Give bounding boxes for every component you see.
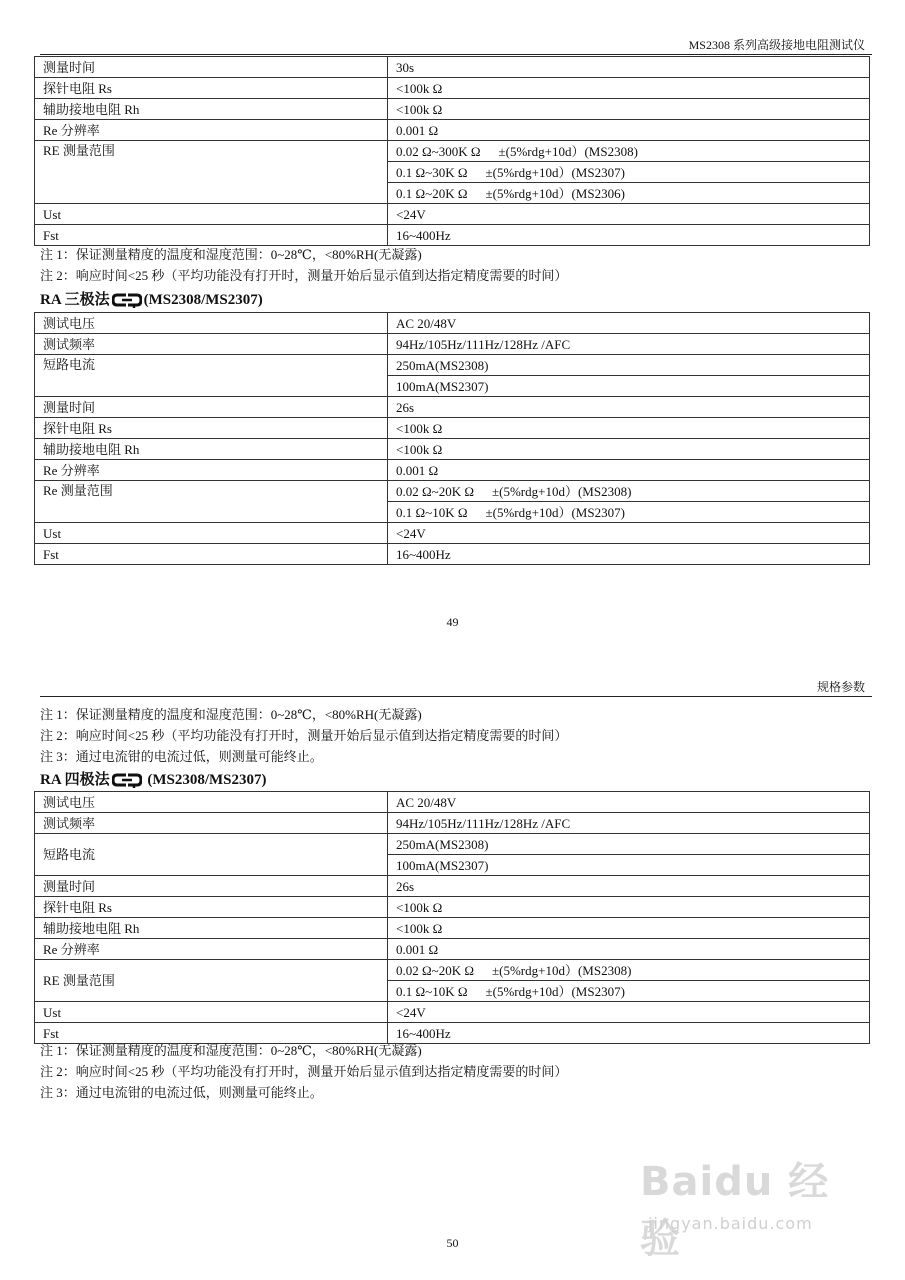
row-value: <100k Ω [388,99,870,120]
row-label: Re 分辨率 [35,120,388,141]
baidu-watermark [640,1150,870,1262]
table-row [35,141,870,162]
spec-table-top [34,56,870,246]
range-value: 0.02 Ω~300K Ω ±(5%rdg+10d）(MS2308) [388,141,870,162]
fst-value: 16~400Hz [388,225,870,246]
row-label: Re 分辨率 [35,939,388,960]
row-value: 0.001 Ω [388,939,870,960]
row-value: 0.001 Ω [388,460,870,481]
freq-label: 测试频率 [35,334,388,355]
note-2: 注 2：响应时间<25 秒（平均功能没有打开时，测量开始后显示值到达指定精度需要的时间） [40,268,568,283]
spec-table-ra4 [34,791,870,1044]
table-row [35,1002,870,1023]
page-header: MS2308 系列高级接地电阻测试仪 [688,38,865,52]
section-title-ra3: RA 三极法 (MS2308/MS2307) [40,290,263,314]
spec-table-ra3 [34,312,870,565]
short-label: 短路电流 [35,355,388,397]
row-label: 辅助接地电阻 Rh [35,99,388,120]
row-value: <100k Ω [388,897,870,918]
watermark-logo: Baidu 经验 [640,1159,830,1262]
short-label: 短路电流 [35,834,388,876]
fst-label: Fst [35,225,388,246]
table-row [35,225,870,246]
note-2: 注 2：响应时间<25 秒（平均功能没有打开时，测量开始后显示值到达指定精度需要的时间） [40,728,568,743]
voltage-value: AC 20/48V [388,792,870,813]
range-value: 0.02 Ω~20K Ω ±(5%rdg+10d）(MS2308) [388,960,870,981]
range-value: 0.02 Ω~20K Ω ±(5%rdg+10d）(MS2308) [388,481,870,502]
short-value: 250mA(MS2308) [388,355,870,376]
header-rule [40,696,872,697]
row-value: <100k Ω [388,918,870,939]
note-1: 注 1：保证测量精度的温度和湿度范围：0~28℃，<80%RH(无凝露) [40,1043,422,1058]
table-row [35,57,870,78]
row-label: 测量时间 [35,397,388,418]
row-label: 探针电阻 Rs [35,418,388,439]
row-label: Re 分辨率 [35,460,388,481]
table-row [35,897,870,918]
section-title-ra4: RA 四极法 (MS2308/MS2307) [40,770,267,794]
table-row [35,120,870,141]
table-row [35,792,870,813]
short-value: 100mA(MS2307) [388,855,870,876]
row-label: 辅助接地电阻 Rh [35,918,388,939]
note-2: 注 2：响应时间<25 秒（平均功能没有打开时，测量开始后显示值到达指定精度需要的时间） [40,1064,568,1079]
voltage-label: 测试电压 [35,313,388,334]
row-value: <100k Ω [388,78,870,99]
table-row [35,313,870,334]
page-number: 50 [446,1236,459,1250]
ust-label: Ust [35,523,388,544]
note-1: 注 1：保证测量精度的温度和湿度范围：0~28℃，<80%RH(无凝露) [40,247,422,262]
row-value: 30s [388,57,870,78]
note-3: 注 3：通过电流钳的电流过低，则测量可能终止。 [40,749,323,764]
note-1: 注 1：保证测量精度的温度和湿度范围：0~28℃，<80%RH(无凝露) [40,707,422,722]
table-row [35,99,870,120]
table-row [35,834,870,855]
table-row [35,397,870,418]
table-row [35,481,870,502]
table-row [35,960,870,981]
row-label: 辅助接地电阻 Rh [35,439,388,460]
ust-value: <24V [388,523,870,544]
table-row [35,355,870,376]
fst-label: Fst [35,1023,388,1044]
row-value: 0.001 Ω [388,120,870,141]
range-label: RE 测量范围 [35,141,388,204]
freq-value: 94Hz/105Hz/111Hz/128Hz /AFC [388,334,870,355]
row-label: 探针电阻 Rs [35,78,388,99]
row-label: 探针电阻 Rs [35,897,388,918]
note-3: 注 3：通过电流钳的电流过低，则测量可能终止。 [40,1085,323,1100]
range-value: 0.1 Ω~20K Ω ±(5%rdg+10d）(MS2306) [388,183,870,204]
ust-value: <24V [388,1002,870,1023]
voltage-value: AC 20/48V [388,313,870,334]
freq-label: 测试频率 [35,813,388,834]
row-value: <100k Ω [388,418,870,439]
voltage-label: 测试电压 [35,792,388,813]
clamp-meter-icon [112,292,142,314]
table-row [35,918,870,939]
table-row [35,418,870,439]
header-rule [40,54,872,55]
range-value: 0.1 Ω~10K Ω ±(5%rdg+10d）(MS2307) [388,502,870,523]
row-value: 26s [388,876,870,897]
table-row [35,204,870,225]
page-number: 49 [446,615,459,629]
fst-value: 16~400Hz [388,1023,870,1044]
page-header: 规格参数 [816,680,865,694]
short-value: 100mA(MS2307) [388,376,870,397]
range-label: Re 测量范围 [35,481,388,523]
watermark-url: jingyan.baidu.com [648,1214,813,1233]
short-value: 250mA(MS2308) [388,834,870,855]
table-row [35,460,870,481]
table-row [35,544,870,565]
table-row [35,78,870,99]
row-label: 测量时间 [35,876,388,897]
ust-label: Ust [35,204,388,225]
ust-label: Ust [35,1002,388,1023]
table-row [35,876,870,897]
table-row [35,813,870,834]
range-value: 0.1 Ω~30K Ω ±(5%rdg+10d）(MS2307) [388,162,870,183]
freq-value: 94Hz/105Hz/111Hz/128Hz /AFC [388,813,870,834]
ust-value: <24V [388,204,870,225]
table-row [35,523,870,544]
range-label: RE 测量范围 [35,960,388,1002]
range-value: 0.1 Ω~10K Ω ±(5%rdg+10d）(MS2307) [388,981,870,1002]
fst-value: 16~400Hz [388,544,870,565]
table-row [35,439,870,460]
row-value: <100k Ω [388,439,870,460]
row-value: 26s [388,397,870,418]
row-label: 测量时间 [35,57,388,78]
table-row [35,939,870,960]
fst-label: Fst [35,544,388,565]
table-row [35,334,870,355]
